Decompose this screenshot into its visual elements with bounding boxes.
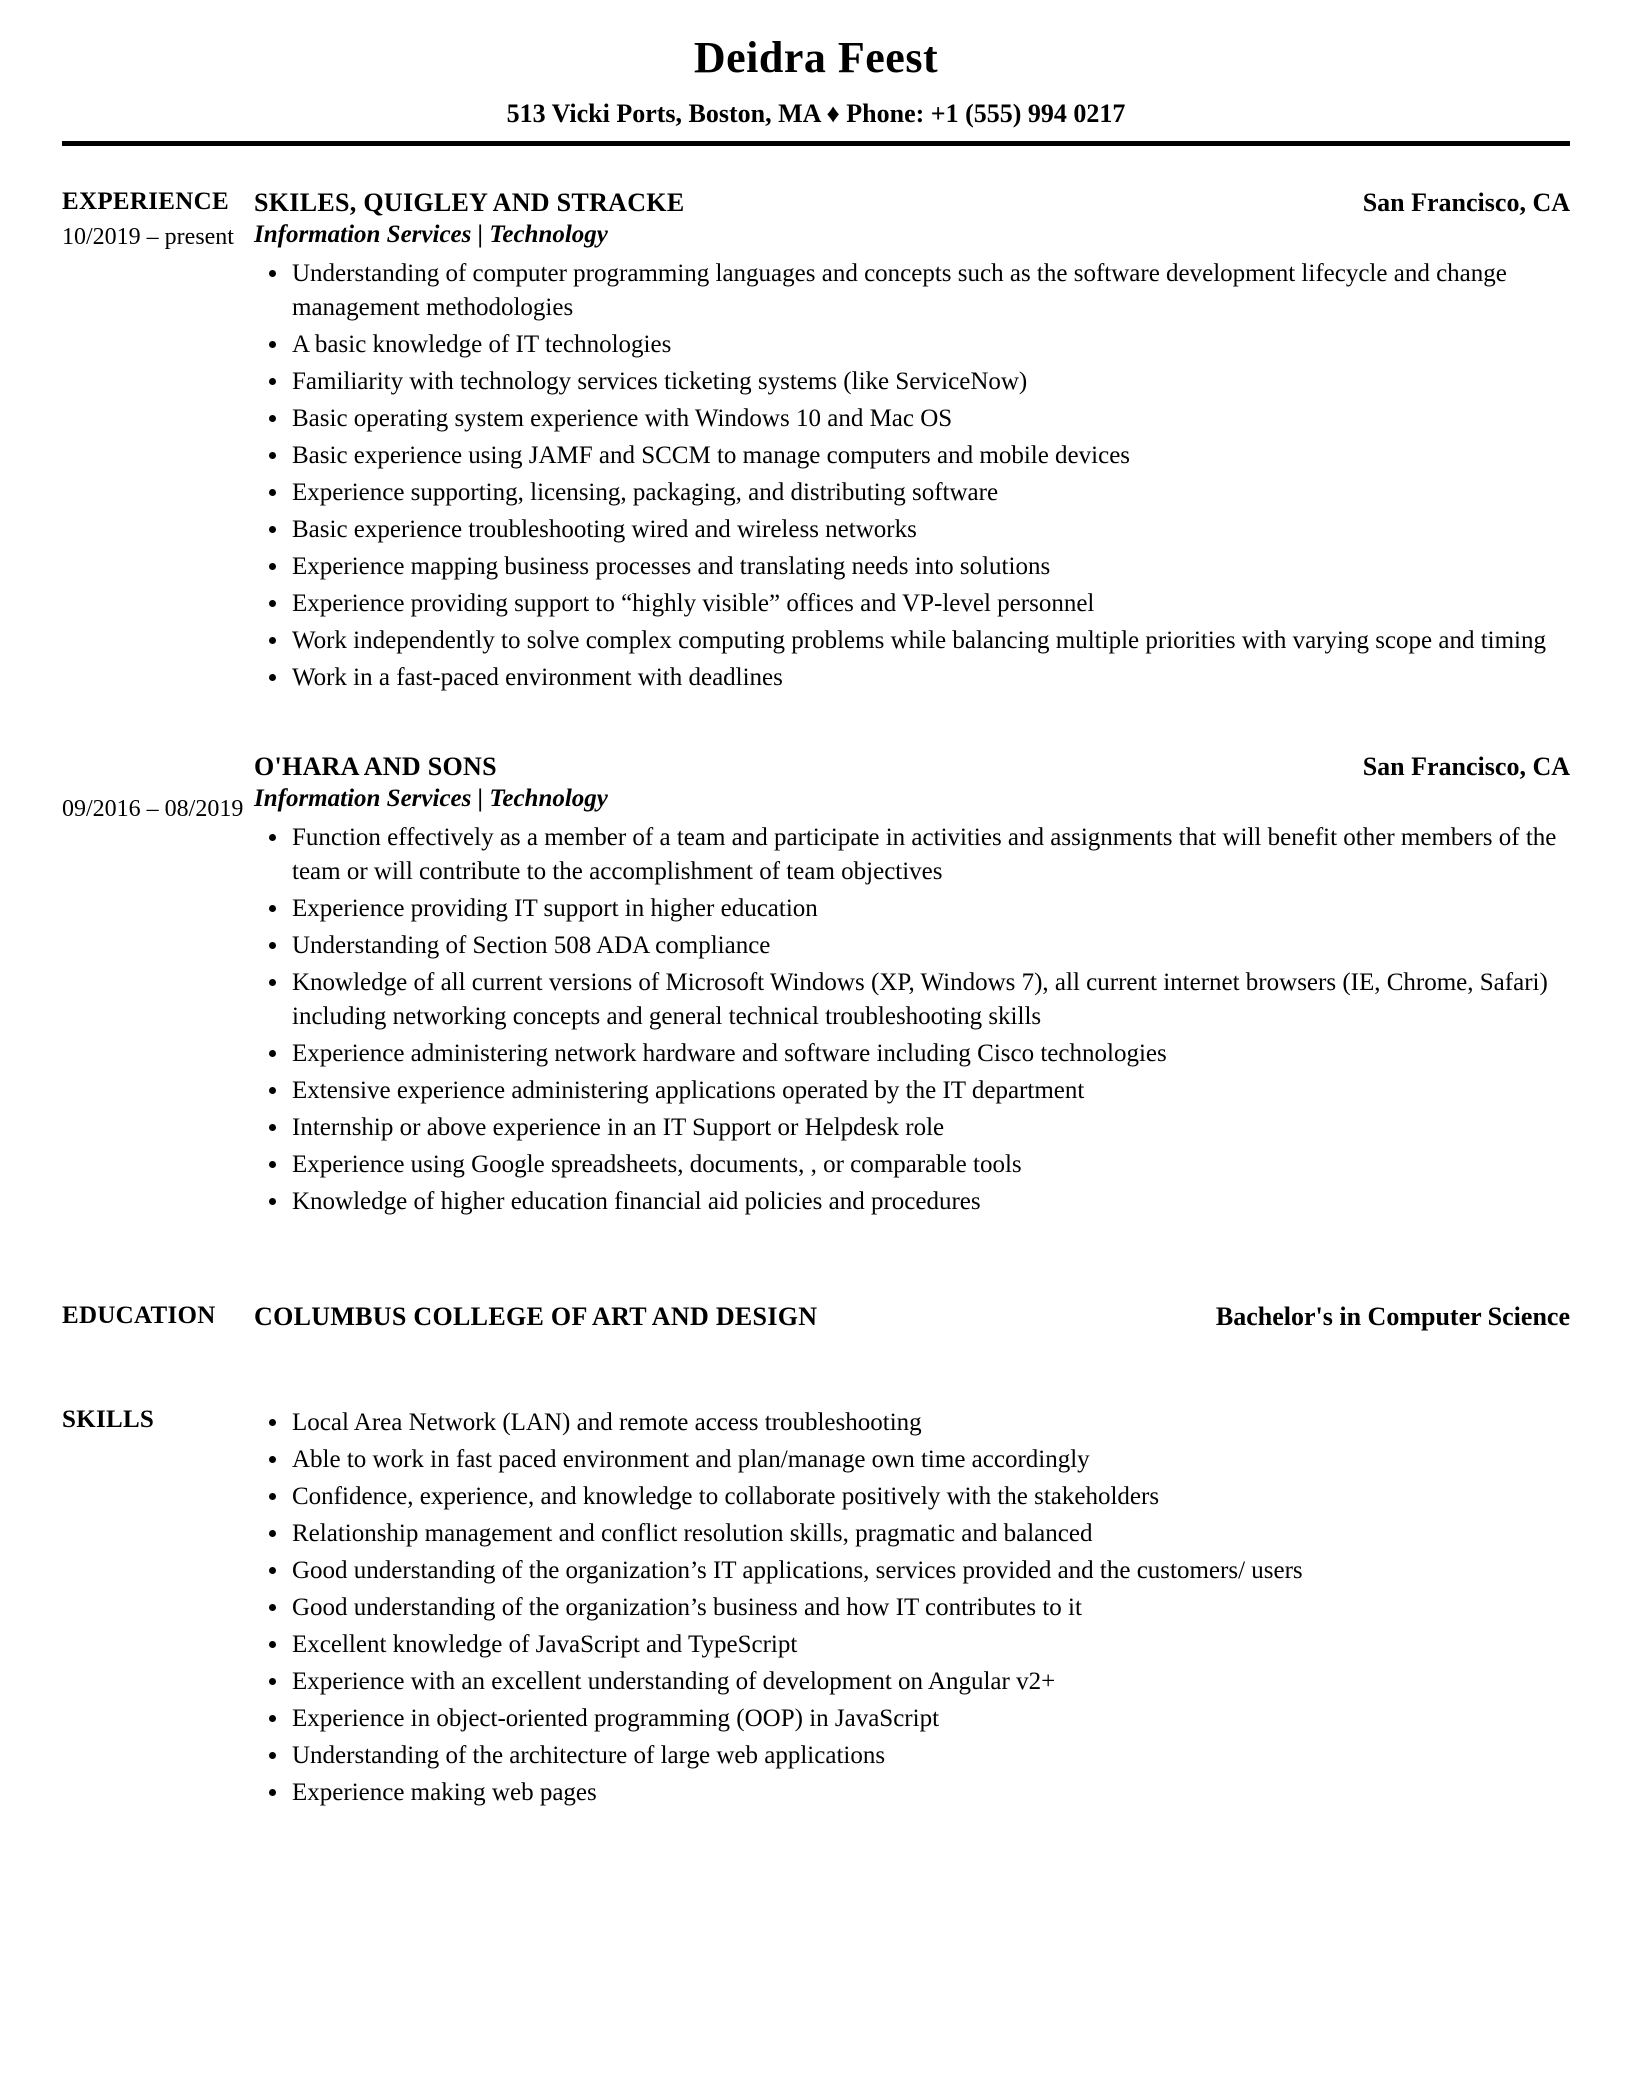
bullet-item: • Experience supporting, licensing, packaging, and distributing software — [290, 476, 1570, 510]
bullet-item: • Understanding of computer programming languages and concepts such as the software development lifecycle and change management methodologies — [290, 257, 1570, 325]
job-content — [254, 188, 1570, 698]
company-name: SKILES, QUIGLEY AND STRACKE — [254, 188, 685, 217]
experience-content — [62, 188, 1570, 1222]
bullet-item: • Experience providing IT support in higher education — [290, 892, 1570, 926]
job-dates: 09/2016 – 08/2019 — [62, 796, 244, 822]
job-header — [254, 188, 1570, 218]
skill-item: • Excellent knowledge of JavaScript and TypeScript — [290, 1628, 1570, 1662]
bullet-item: • Extensive experience administering applications operated by the IT department — [290, 1074, 1570, 1108]
skill-item: • Relationship management and conflict resolution skills, pragmatic and balanced — [290, 1517, 1570, 1551]
job-entry — [62, 752, 1570, 1222]
bullet-item: • Experience providing support to “highly visible” offices and VP-level personnel — [290, 587, 1570, 621]
skill-item: • Confidence, experience, and knowledge to collaborate positively with the stakeholders — [290, 1480, 1570, 1514]
job-location: San Francisco, CA — [1362, 188, 1570, 217]
bullet-item: • Function effectively as a member of a team and participate in activities and assignments that will benefit other members of the team or will contribute to the accomplishment of team objectives — [290, 821, 1570, 889]
bullet-item: • Internship or above experience in an IT Support or Helpdesk role — [290, 1111, 1570, 1145]
section-education — [62, 1302, 1570, 1332]
skill-item: • Good understanding of the organization’s business and how IT contributes to it — [290, 1591, 1570, 1625]
company-name: O'HARA AND SONS — [254, 752, 497, 781]
skill-item: • Local Area Network (LAN) and remote access troubleshooting — [290, 1406, 1570, 1440]
bullet-item: • Knowledge of all current versions of Microsoft Windows (XP, Windows 7), all current internet browsers (IE, Chrome, Safari) including networking concepts and general technical troubleshooting skills — [290, 966, 1570, 1034]
experience-left-column — [62, 188, 254, 251]
education-content — [254, 1302, 1570, 1332]
skill-item: • Experience with an excellent understanding of development on Angular v2+ — [290, 1665, 1570, 1699]
resume-header — [62, 32, 1570, 146]
education-section-label: EDUCATION — [62, 1302, 216, 1329]
section-experience — [62, 188, 1570, 1222]
candidate-name: Deidra Feest — [693, 33, 939, 82]
experience-left-column — [62, 752, 254, 823]
job-dates: 10/2019 – present — [62, 224, 234, 250]
skills-left-column — [62, 1406, 254, 1434]
job-role: Information Services | Technology — [254, 221, 608, 248]
bullet-item: • Understanding of Section 508 ADA compliance — [290, 929, 1570, 963]
skills-content — [254, 1406, 1570, 1813]
education-left-column — [62, 1302, 254, 1330]
skills-bullet-list — [254, 1406, 1570, 1810]
section-skills — [62, 1406, 1570, 1813]
education-row — [254, 1302, 1570, 1332]
skill-item: • Experience in object-oriented programming (OOP) in JavaScript — [290, 1702, 1570, 1736]
bullet-item: • Experience administering network hardware and software including Cisco technologies — [290, 1037, 1570, 1071]
bullet-item: • Basic operating system experience with Windows 10 and Mac OS — [290, 402, 1570, 436]
bullet-item: • Experience mapping business processes and translating needs into solutions — [290, 550, 1570, 584]
skill-item: • Experience making web pages — [290, 1776, 1570, 1810]
job-header — [254, 752, 1570, 782]
skills-section-label: SKILLS — [62, 1406, 155, 1433]
experience-section-label: EXPERIENCE — [62, 188, 229, 215]
skill-item: • Able to work in fast paced environment and plan/manage own time accordingly — [290, 1443, 1570, 1477]
bullet-item: • Basic experience using JAMF and SCCM to manage computers and mobile devices — [290, 439, 1570, 473]
bullet-item: • Knowledge of higher education financial aid policies and procedures — [290, 1185, 1570, 1219]
job-entry — [62, 188, 1570, 698]
job-role: Information Services | Technology — [254, 785, 608, 812]
bullet-item: • Experience using Google spreadsheets, documents, , or comparable tools — [290, 1148, 1570, 1182]
degree-name: Bachelor's in Computer Science — [1215, 1302, 1570, 1331]
job-bullet-list — [254, 257, 1570, 695]
bullet-item: • Familiarity with technology services ticketing systems (like ServiceNow) — [290, 365, 1570, 399]
job-bullet-list — [254, 821, 1570, 1219]
bullet-item: • Work independently to solve complex computing problems while balancing multiple priorities with varying scope and timing — [290, 624, 1570, 658]
job-content — [254, 752, 1570, 1222]
skill-item: • Understanding of the architecture of large web applications — [290, 1739, 1570, 1773]
bullet-item: • Basic experience troubleshooting wired and wireless networks — [290, 513, 1570, 547]
contact-line: 513 Vicki Ports, Boston, MA ♦ Phone: +1 (555) 994 0217 — [506, 99, 1126, 128]
bullet-item: • A basic knowledge of IT technologies — [290, 328, 1570, 362]
bullet-item: • Work in a fast-paced environment with deadlines — [290, 661, 1570, 695]
job-location: San Francisco, CA — [1362, 752, 1570, 781]
school-name: COLUMBUS COLLEGE OF ART AND DESIGN — [254, 1302, 818, 1331]
skill-item: • Good understanding of the organization’s IT applications, services provided and the customers/ users — [290, 1554, 1570, 1588]
